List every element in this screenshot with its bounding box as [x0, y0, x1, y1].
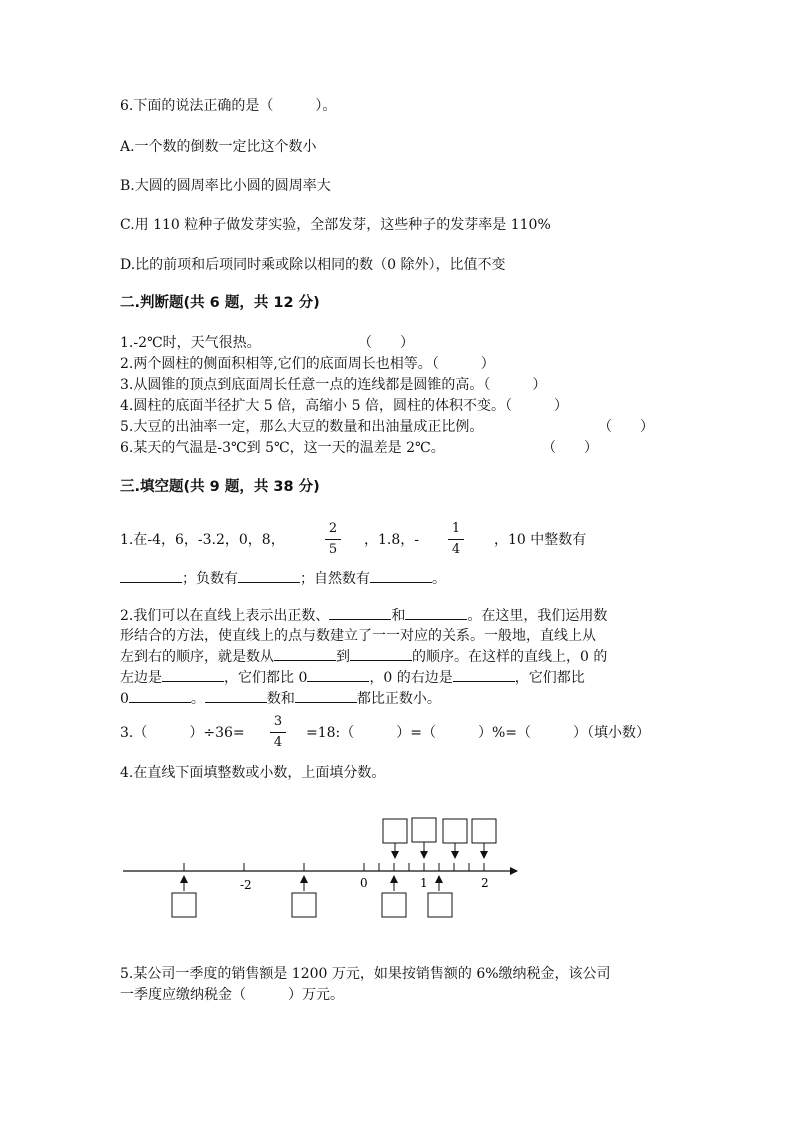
fill-q2-text: 都比正数小。	[356, 691, 441, 707]
fill-q2-text: 和	[391, 608, 406, 624]
fill-q2-text: 左到右的顺序，就是数从	[120, 649, 274, 665]
q6-option-a: A.一个数的倒数一定比这个数小	[120, 139, 317, 155]
judge-item-text: 4.圆柱的底面半径扩大 5 倍，高缩小 5 倍，圆柱的体积不变。	[120, 398, 505, 414]
fill-q2-text: 到	[336, 649, 350, 665]
fill-q2-text: ，它们都比 0	[224, 670, 308, 686]
fill-q2-text: 。在这里，我们运用数	[467, 608, 608, 624]
fill-q2-text: 数和	[266, 691, 295, 707]
judge-paren-1: （ ）	[358, 335, 414, 351]
judge-item-text: 6.某天的气温是-3℃到 5℃，这一天的温差是 2℃。	[120, 440, 445, 456]
answer-box-bottom[interactable]	[428, 893, 452, 917]
tick-label-0: 0	[360, 876, 368, 890]
answer-box-top[interactable]	[443, 819, 467, 843]
judge-item-text: 2.两个圆柱的侧面积相等,它们的底面周长也相等。	[120, 356, 432, 372]
answer-box-top[interactable]	[412, 818, 436, 842]
answer-box-top[interactable]	[472, 819, 496, 843]
fill-q2-text: ，0 的右边是	[369, 670, 453, 686]
fill-q5-line1: 5.某公司一季度的销售额是 1200 万元，如果按销售额的 6%缴纳税金，该公司	[120, 966, 611, 982]
fraction-denominator: 4	[273, 735, 283, 750]
tick-label-neg2: -2	[240, 878, 252, 892]
q6-stem: 6.下面的说法正确的是（ ）。	[120, 98, 337, 114]
judge-paren-2: （ ）	[431, 356, 495, 372]
tick-label-2: 2	[481, 876, 489, 890]
fill-q1-text: ；负数有	[182, 571, 238, 587]
fill-q2-line2: 形结合的方法，使直线上的点与数建立了一一对应的关系。一般地，直线上从	[120, 628, 596, 644]
tick-label-1: 1	[420, 876, 428, 890]
fill-q2-text: ，它们都比	[514, 670, 585, 686]
answer-box-bottom[interactable]	[172, 893, 196, 917]
fill-q2-text: 2.我们可以在直线上表示出正数、	[120, 608, 330, 624]
fill-q2-text: 。	[190, 691, 205, 707]
answer-box-bottom[interactable]	[382, 893, 406, 917]
answer-box-top[interactable]	[383, 819, 407, 843]
q6-option-b: B.大圆的圆周率比小圆的圆周率大	[120, 178, 331, 194]
fill-q1-part1: 1.在-4，6，-3.2，0，8，	[120, 532, 285, 548]
judge-item-text: 3.从圆锥的顶点到底面周长任意一点的连线都是圆锥的高。	[120, 377, 484, 393]
fill-q2-text: 的顺序。在这样的直线上，0 的	[412, 649, 608, 665]
fraction-denominator: 5	[328, 542, 338, 557]
fill-q2-text: 左边是	[120, 670, 162, 686]
judge-item-text: 1.-2℃时，天气很热。	[120, 335, 261, 351]
fill-q5-line2: 一季度应缴纳税金（ ）万元。	[120, 987, 344, 1003]
fraction-numerator: 2	[328, 521, 338, 536]
fill-q3-part-b: =18:（ ）=（ ）%=（ ）（填小数）	[306, 725, 651, 741]
fill-q1-text: ；自然数有	[300, 571, 370, 587]
fraction-numerator: 3	[273, 714, 283, 729]
fill-q1-text: 。	[432, 571, 446, 587]
q6-option-d: D.比的前项和后项同时乘或除以相同的数（0 除外），比值不变	[120, 257, 506, 273]
judge-paren-6: （ ）	[542, 440, 598, 456]
fraction-denominator: 4	[451, 542, 461, 557]
judge-paren-4: （ ）	[504, 398, 568, 414]
q6-option-c: C.用 110 粒种子做发芽实验，全部发芽，这些种子的发芽率是 110%	[120, 217, 551, 233]
fill-q1-part3: ，10 中整数有	[494, 532, 587, 548]
fill-q1-part2: ，1.8，-	[364, 532, 419, 548]
section3-title: 三.填空题(共 9 题，共 38 分)	[120, 479, 320, 495]
answer-box-bottom[interactable]	[292, 893, 316, 917]
judge-paren-3: （ ）	[483, 377, 547, 393]
section2-title: 二.判断题(共 6 题，共 12 分)	[120, 295, 320, 311]
fill-q4-stem: 4.在直线下面填整数或小数，上面填分数。	[120, 765, 386, 781]
judge-item-text: 5.大豆的出油率一定，那么大豆的数量和出油量成正比例。	[120, 419, 484, 435]
fraction-numerator: 1	[451, 521, 461, 536]
fill-q2-text: 0	[120, 691, 129, 707]
judge-paren-5: （ ）	[598, 419, 654, 435]
fill-q3-part-a: 3.（ ）÷36=	[120, 725, 245, 741]
